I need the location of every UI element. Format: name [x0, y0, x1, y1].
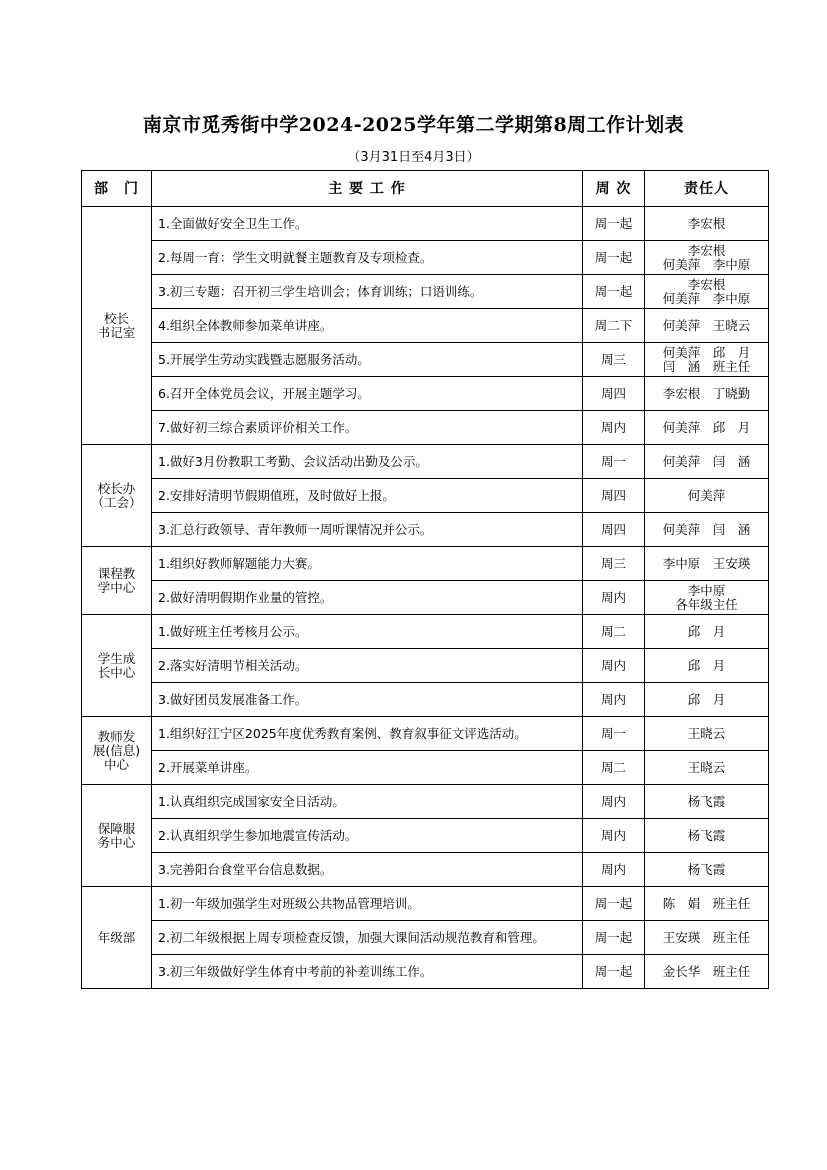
owner-cell: [645, 785, 769, 819]
owner-cell: [645, 853, 769, 887]
table-row: [82, 819, 769, 853]
week-cell: 周内: [583, 853, 645, 887]
header-owner: 责任人: [645, 171, 769, 207]
task-cell: 1.初一年级加强学生对班级公共物品管理培训。: [152, 887, 583, 921]
table-row: [82, 275, 769, 309]
task-cell: 2.落实好清明节相关活动。: [152, 649, 583, 683]
work-plan-table: [81, 170, 769, 989]
owner-cell: [645, 819, 769, 853]
task-cell: 6.召开全体党员会议，开展主题学习。: [152, 377, 583, 411]
owner-cell: [645, 479, 769, 513]
owner-cell: [645, 649, 769, 683]
week-cell: 周二: [583, 615, 645, 649]
department-cell: 年级部: [82, 887, 152, 989]
table-row: [82, 309, 769, 343]
owner-cell: [645, 275, 769, 309]
owner-cell: [645, 921, 769, 955]
week-cell: 周二: [583, 751, 645, 785]
owner-name: 何美萍 邱 月: [662, 419, 751, 435]
table-row: [82, 921, 769, 955]
owner-cell: [645, 581, 769, 615]
owner-cell: [645, 241, 769, 275]
owner-cell: [645, 207, 769, 241]
owner-cell: [645, 377, 769, 411]
table-row: [82, 717, 769, 751]
table-row: [82, 445, 769, 479]
week-cell: 周一起: [583, 275, 645, 309]
owner-name: 何美萍 李中原: [662, 290, 751, 306]
owner-name: 何美萍 邱 月: [662, 344, 751, 360]
department-cell: 校长办 （工会）: [82, 445, 152, 547]
week-cell: 周内: [583, 581, 645, 615]
week-cell: 周一起: [583, 921, 645, 955]
owner-name: 王晓云: [687, 759, 726, 775]
week-cell: 周四: [583, 479, 645, 513]
owner-cell: [645, 513, 769, 547]
owner-name: 金长华 班主任: [662, 963, 751, 979]
header-task: 主 要 工 作: [152, 171, 583, 207]
department-cell: 课程教 学中心: [82, 547, 152, 615]
week-cell: 周四: [583, 377, 645, 411]
owner-cell: [645, 683, 769, 717]
owner-name: 何美萍 王晓云: [662, 317, 751, 333]
task-cell: 1.全面做好安全卫生工作。: [152, 207, 583, 241]
table-row: [82, 479, 769, 513]
week-cell: 周二下: [583, 309, 645, 343]
owner-name: 李宏根 丁晓勤: [662, 385, 751, 401]
header-dept: 部 门: [82, 171, 152, 207]
task-cell: 3.汇总行政领导、青年教师一周听课情况并公示。: [152, 513, 583, 547]
owner-name: 杨飞霞: [687, 861, 726, 877]
table-row: [82, 547, 769, 581]
task-cell: 1.组织好教师解题能力大赛。: [152, 547, 583, 581]
week-cell: 周一起: [583, 955, 645, 989]
week-cell: 周三: [583, 547, 645, 581]
owner-name: 李宏根: [687, 242, 726, 258]
task-cell: 2.安排好清明节假期值班，及时做好上报。: [152, 479, 583, 513]
task-cell: 2.做好清明假期作业量的管控。: [152, 581, 583, 615]
owner-name: 各年级主任: [675, 596, 738, 612]
table-row: [82, 683, 769, 717]
department-cell: 校长 书记室: [82, 207, 152, 445]
owner-name: 邱 月: [687, 657, 726, 673]
owner-name: 王安瑛 班主任: [662, 929, 751, 945]
owner-name: 闫 涵 班主任: [662, 358, 751, 374]
table-row: [82, 955, 769, 989]
owner-cell: [645, 955, 769, 989]
owner-name: 邱 月: [687, 623, 726, 639]
owner-name: 邱 月: [687, 691, 726, 707]
table-row: [82, 785, 769, 819]
owner-name: 王晓云: [687, 725, 726, 741]
table-row: [82, 887, 769, 921]
owner-name: 李中原: [687, 582, 726, 598]
owner-name: 何美萍 闫 涵: [662, 521, 751, 537]
table-row: [82, 343, 769, 377]
date-range: （3月31日至4月3日）: [347, 150, 480, 165]
week-cell: 周内: [583, 785, 645, 819]
owner-cell: [645, 887, 769, 921]
task-cell: 1.做好班主任考核月公示。: [152, 615, 583, 649]
department-cell: 保障服 务中心: [82, 785, 152, 887]
owner-name: 陈 娟 班主任: [662, 895, 751, 911]
header-week: 周 次: [583, 171, 645, 207]
table-row: [82, 513, 769, 547]
week-cell: 周一起: [583, 241, 645, 275]
department-cell: 学生成 长中心: [82, 615, 152, 717]
week-cell: 周一: [583, 717, 645, 751]
owner-name: 杨飞霞: [687, 827, 726, 843]
task-cell: 1.认真组织完成国家安全日活动。: [152, 785, 583, 819]
owner-cell: [645, 445, 769, 479]
owner-name: 李宏根: [687, 215, 726, 231]
table-row: [82, 377, 769, 411]
owner-cell: [645, 615, 769, 649]
owner-cell: [645, 309, 769, 343]
owner-cell: [645, 717, 769, 751]
week-cell: 周内: [583, 649, 645, 683]
task-cell: 5.开展学生劳动实践暨志愿服务活动。: [152, 343, 583, 377]
table-row: [82, 615, 769, 649]
week-cell: 周内: [583, 819, 645, 853]
owner-name: 李中原 王安瑛: [662, 555, 751, 571]
week-cell: 周三: [583, 343, 645, 377]
task-cell: 2.每周一育：学生文明就餐主题教育及专项检查。: [152, 241, 583, 275]
page-title: 南京市觅秀街中学2024-2025学年第二学期第8周工作计划表: [142, 114, 685, 136]
task-cell: 3.完善阳台食堂平台信息数据。: [152, 853, 583, 887]
owner-cell: [645, 411, 769, 445]
table-row: [82, 649, 769, 683]
table-row: [82, 207, 769, 241]
owner-cell: [645, 547, 769, 581]
week-cell: 周一起: [583, 207, 645, 241]
owner-name: 何美萍 李中原: [662, 256, 751, 272]
task-cell: 2.初二年级根据上周专项检查反馈，加强大课间活动规范教育和管理。: [152, 921, 583, 955]
task-cell: 3.初三年级做好学生体育中考前的补差训练工作。: [152, 955, 583, 989]
owner-cell: [645, 751, 769, 785]
task-cell: 1.做好3月份教职工考勤、会议活动出勤及公示。: [152, 445, 583, 479]
task-cell: 4.组织全体教师参加菜单讲座。: [152, 309, 583, 343]
week-cell: 周内: [583, 683, 645, 717]
week-cell: 周四: [583, 513, 645, 547]
department-cell: 教师发 展(信息) 中心: [82, 717, 152, 785]
task-cell: 3.初三专题：召开初三学生培训会；体育训练；口语训练。: [152, 275, 583, 309]
owner-name: 何美萍 闫 涵: [662, 453, 751, 469]
task-cell: 2.开展菜单讲座。: [152, 751, 583, 785]
table-row: [82, 241, 769, 275]
task-cell: 2.认真组织学生参加地震宣传活动。: [152, 819, 583, 853]
owner-name: 李宏根: [687, 276, 726, 292]
owner-cell: [645, 343, 769, 377]
owner-name: 何美萍: [687, 487, 726, 503]
task-cell: 7.做好初三综合素质评价相关工作。: [152, 411, 583, 445]
owner-name: 杨飞霞: [687, 793, 726, 809]
week-cell: 周一起: [583, 887, 645, 921]
week-cell: 周内: [583, 411, 645, 445]
header-row: [82, 171, 769, 207]
task-cell: 1.组织好江宁区2025年度优秀教育案例、教育叙事征文评选活动。: [152, 717, 583, 751]
task-cell: 3.做好团员发展准备工作。: [152, 683, 583, 717]
table-row: [82, 853, 769, 887]
table-row: [82, 581, 769, 615]
table-row: [82, 751, 769, 785]
table-body: [82, 207, 769, 989]
week-cell: 周一: [583, 445, 645, 479]
table-row: [82, 411, 769, 445]
